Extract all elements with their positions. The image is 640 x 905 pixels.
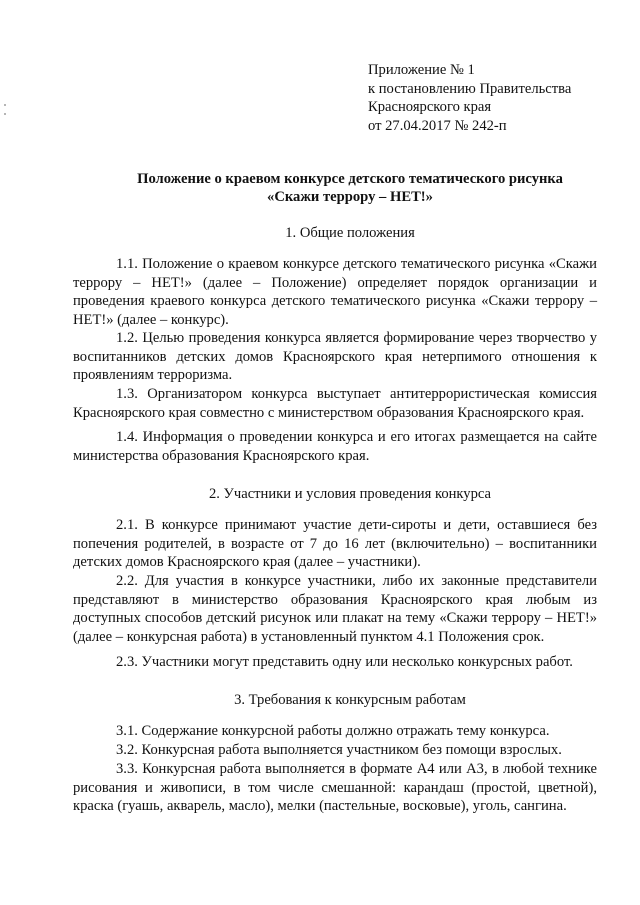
paragraph: 1.2. Целью проведения конкурса является формирование через творчество у воспитанников детских домов Красноярского края нетерпимого отношения к проявлениям терроризма.: [73, 330, 597, 384]
paragraph: 3.1. Содержание конкурсной работы должно отражать тему конкурса.: [116, 723, 550, 739]
title-line: «Скажи террору – НЕТ!»: [267, 189, 433, 205]
paragraph: 1.1. Положение о краевом конкурсе детского тематического рисунка «Скажи террору – НЕТ!» (далее – Положение) определяет порядок организации и проведения краевого конкурса детского тематического рисунка «Скажи террору – НЕТ!» (далее – конкурс).: [73, 256, 597, 329]
paragraph: 2.2. Для участия в конкурсе участники, либо их законные представители представляют в министерство образования Красноярского края любым из доступных способов детский рисунок или плакат на тему «Скажи террору – НЕТ!» (далее – конкурсная работа) в установленный пунктом 4.1 Положения срок.: [73, 573, 597, 646]
paragraph: 2.1. В конкурсе принимают участие дети-сироты и дети, оставшиеся без попечения родителей, в возрасте от 7 до 16 лет (включительно) – воспитанники детских домов Красноярского края (далее – участники).: [73, 517, 597, 571]
appendix-block: [368, 61, 628, 135]
section-heading: 1. Общие положения: [285, 225, 415, 241]
paragraph: 1.3. Организатором конкурса выступает антитеррористическая комиссия Красноярского края совместно с министерством образования Красноярского края.: [73, 386, 597, 421]
document-title: [60, 170, 640, 206]
section-heading: 2. Участники и условия проведения конкурса: [208, 486, 492, 502]
paragraph: 3.3. Конкурсная работа выполняется в формате А4 или А3, в любой технике рисования и живописи, в том числе смешанной: карандаш (простой, цветной), краска (гуашь, акварель, масло), мелки (пастельные, восковые), уголь, сангина.: [73, 761, 597, 815]
appendix-line: Приложение № 1: [368, 62, 475, 78]
paragraph: 1.4. Информация о проведении конкурса и его итогах размещается на сайте министерства образования Красноярского края.: [73, 429, 597, 464]
scan-mark: [4, 104, 6, 106]
appendix-line: к постановлению Правительства: [368, 80, 572, 97]
appendix-line: от 27.04.2017 № 242-п: [368, 117, 507, 134]
section-heading: 3. Требования к конкурсным работам: [234, 692, 466, 708]
scan-mark: [4, 113, 6, 115]
paragraph: 3.2. Конкурсная работа выполняется участником без помощи взрослых.: [116, 742, 562, 758]
appendix-line: Красноярского края: [368, 99, 492, 116]
title-line: Положение о краевом конкурсе детского тематического рисунка: [137, 171, 563, 187]
paragraph: 2.3. Участники могут представить одну или несколько конкурсных работ.: [116, 654, 573, 670]
